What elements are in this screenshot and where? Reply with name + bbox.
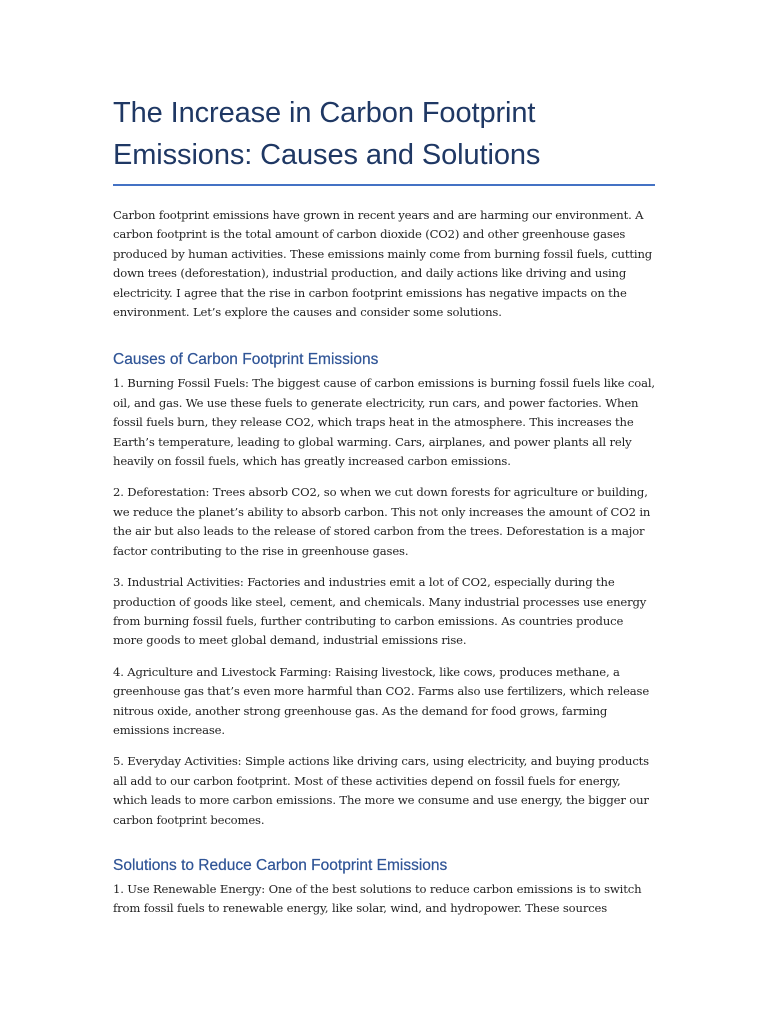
document-title: The Increase in Carbon Footprint Emissions: Causes and Solutions <box>113 97 541 171</box>
title-underline-divider <box>113 184 655 186</box>
solution-paragraph-1: 1. Use Renewable Energy: One of the best solutions to reduce carbon emissions is to switch from fossil fuels to renewable energy, like solar, wind, and hydropower. These sources <box>113 881 642 916</box>
cause-paragraph-1: 1. Burning Fossil Fuels: The biggest cause of carbon emissions is burning fossil fuels like coal, oil, and gas. We use these fuels to generate electricity, run cars, and power factories. When fossil fuels burn, they release CO2, which traps heat in the atmosphere. This increases the Earth’s temperature, leading to global warming. Cars, airplanes, and power plants all rely heavily on fossil fuels, which has greatly increased carbon emissions. <box>113 376 655 469</box>
causes-heading: Causes of Carbon Footprint Emissions <box>113 351 379 369</box>
cause-paragraph-5: 5. Everyday Activities: Simple actions like driving cars, using electricity, and buying products all add to our carbon footprint. Most of these activities depend on fossil fuels for energy, which leads to more carbon emissions. The more we consume and use energy, the bigger our carbon footprint becomes. <box>113 754 649 827</box>
cause-paragraph-4: 4. Agriculture and Livestock Farming: Raising livestock, like cows, produces methane, a greenhouse gas that’s even more harmful than CO2. Farms also use fertilizers, which release nitrous oxide, another strong greenhouse gas. As the demand for food grows, farming emissions increase. <box>113 664 650 737</box>
cause-paragraph-3: 3. Industrial Activities: Factories and industries emit a lot of CO2, especially during the production of goods like steel, cement, and chemicals. Many industrial processes use energy from burning fossil fuels, further contributing to carbon emissions. As countries produce more goods to meet global demand, industrial emissions rise. <box>113 575 647 648</box>
intro-paragraph: Carbon footprint emissions have grown in recent years and are harming our environment. A carbon footprint is the total amount of carbon dioxide (CO2) and other greenhouse gases produced by human activities. These emissions mainly come from burning fossil fuels, cutting down trees (deforestation), industrial production, and daily actions like driving and using electricity. I agree that the rise in carbon footprint emissions has negative impacts on the environment. Let’s explore the causes and consider some solutions. <box>113 208 653 320</box>
cause-paragraph-2: 2. Deforestation: Trees absorb CO2, so when we cut down forests for agriculture or building, we reduce the planet’s ability to absorb carbon. This not only increases the amount of CO2 in the air but also leads to the release of stored carbon from the trees. Deforestation is a major factor contributing to the rise in greenhouse gases. <box>113 485 651 558</box>
solutions-heading: Solutions to Reduce Carbon Footprint Emissions <box>113 856 448 874</box>
